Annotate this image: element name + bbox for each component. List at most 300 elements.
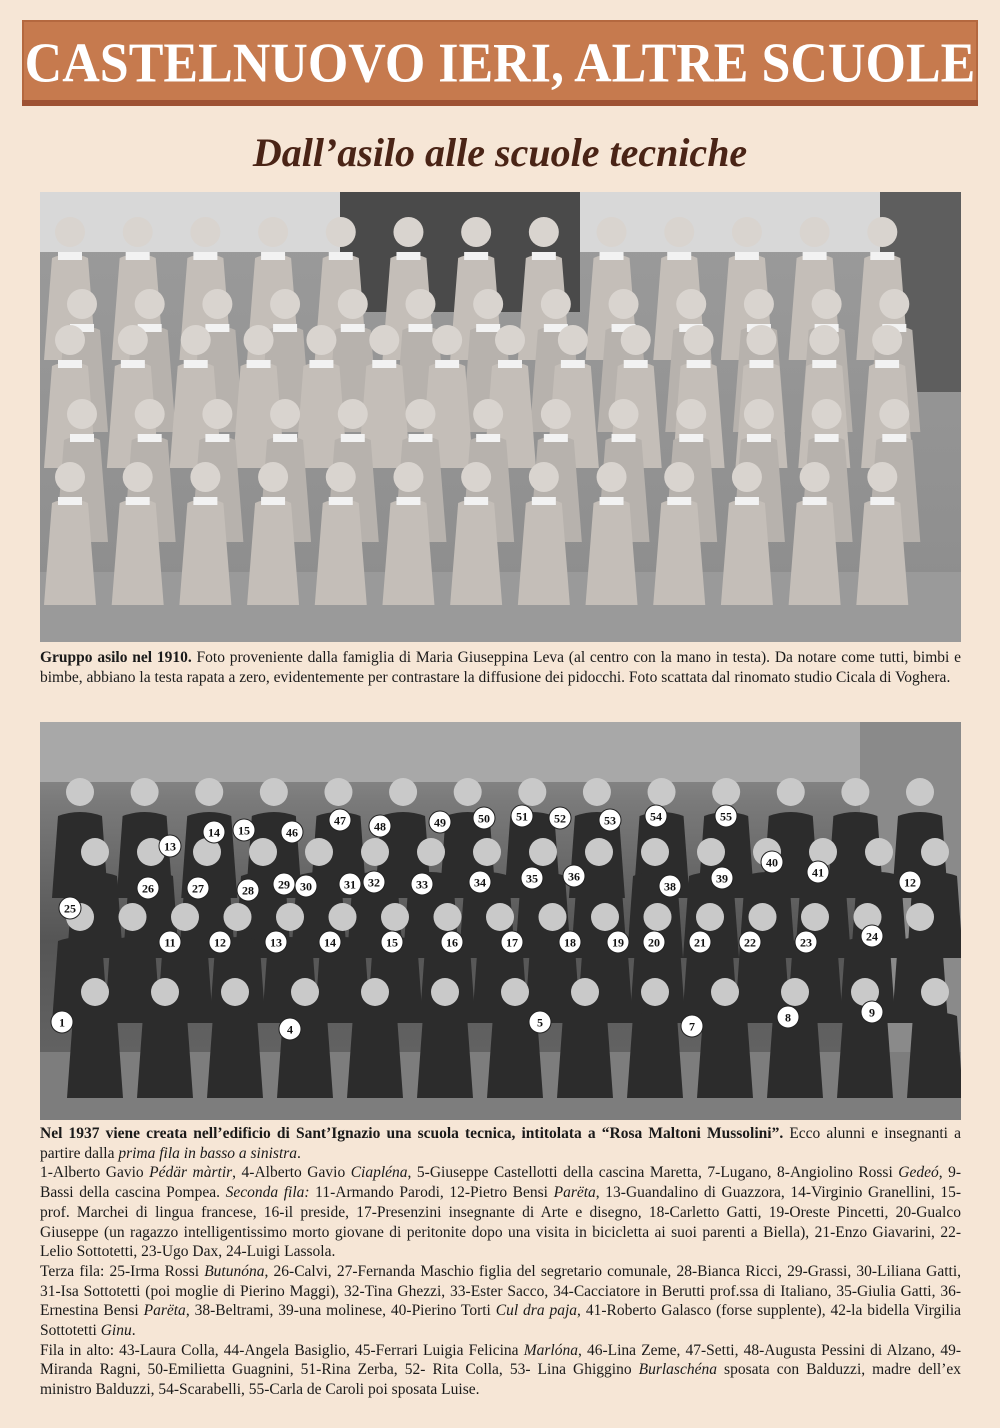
child-head: [202, 289, 232, 319]
caption-prima-seconda-fila: [40, 1163, 961, 1262]
child-head: [461, 462, 491, 492]
person-head: [381, 903, 409, 931]
child-head: [55, 462, 85, 492]
person-head: [518, 778, 546, 806]
person-head: [361, 838, 389, 866]
marker-number: 55: [720, 809, 732, 824]
marker-number: 34: [474, 875, 486, 890]
child-head: [461, 217, 491, 247]
person-number-marker: [469, 871, 491, 893]
photo-asilo-caption: [40, 648, 961, 688]
row2-segment: , 26-Calvi, 27-Fernanda Maschio figlia del segretario comunale, 28-Bianca Ricci, 29-Grassi, 30-Liliana Gatti, 31-Isa Sottotetti (poi moglie di Pierino Maggi), 32-Tina Ghezzi, 33-Ester Sacco, 34-Cacciatore in Berutti prof.ssa di Italiano, 35-Giulia Gatti, 36-Ernestina Bensi: [40, 1262, 961, 1320]
child-silhouette: [450, 499, 502, 605]
person-number-marker: [187, 877, 209, 899]
row1-segment: 11-Armando Parodi, 12-Pietro Bensi: [309, 1184, 554, 1202]
child-silhouette: [179, 499, 231, 605]
marker-number: 31: [344, 877, 356, 892]
marker-number: 1: [59, 1015, 65, 1030]
row2-segment: Ginu: [100, 1322, 132, 1340]
marker-number: 22: [744, 935, 756, 950]
person-number-marker: [795, 931, 817, 953]
row2-segment: Cul dra paja: [495, 1302, 578, 1320]
marker-number: 49: [434, 815, 446, 830]
child-collar: [735, 497, 759, 505]
child-head: [55, 325, 85, 355]
marker-number: 48: [374, 819, 386, 834]
caption-fila-in-alto: [40, 1341, 961, 1400]
photo-scuola-tecnica-image: [40, 722, 961, 1120]
child-head: [609, 289, 639, 319]
child-head: [541, 399, 571, 429]
person-number-marker: [711, 867, 733, 889]
child-collar: [498, 360, 522, 368]
caption-asilo-text: Foto proveniente dalla famiglia di Maria Giuseppina Leva (al centro con la mano in testa). Da notare come tutti, bimbi e bimbe, abbiano la testa rapata a zero, evidentemente per contrastare la diffusione dei pidocchi. Foto scattata dal rinomato studio Cicala di Voghera.: [40, 649, 962, 686]
child-head: [473, 399, 503, 429]
child-collar: [58, 252, 82, 260]
person-head: [539, 903, 567, 931]
child-head: [202, 399, 232, 429]
marker-number: 52: [554, 811, 566, 826]
person-head: [921, 838, 949, 866]
person-silhouette: [557, 1012, 613, 1098]
person-number-marker: [599, 809, 621, 831]
person-number-marker: [501, 931, 523, 953]
child-collar: [870, 252, 894, 260]
child-collar: [812, 360, 836, 368]
person-head: [697, 838, 725, 866]
marker-number: 4: [287, 1022, 293, 1037]
person-number-marker: [411, 873, 433, 895]
person-head: [81, 978, 109, 1006]
person-silhouette: [137, 1012, 193, 1098]
person-head: [583, 778, 611, 806]
person-head: [865, 838, 893, 866]
person-head: [221, 978, 249, 1006]
person-head: [696, 903, 724, 931]
marker-number: 47: [334, 813, 346, 828]
child-collar: [476, 324, 500, 332]
child-head: [867, 217, 897, 247]
person-number-marker: [521, 867, 543, 889]
child-collar: [870, 497, 894, 505]
row1-segment: Parëta: [553, 1184, 596, 1202]
child-head: [306, 325, 336, 355]
child-head: [123, 462, 153, 492]
person-number-marker: [265, 931, 287, 953]
child-head: [744, 399, 774, 429]
row2-segment: , 41-Roberto Galasco (forse supplente), 42-la bidella Virgilia Sottotetti: [40, 1302, 962, 1340]
person-number-marker: [209, 931, 231, 953]
row2-segment: Butunóna: [204, 1262, 265, 1280]
person-head: [585, 838, 613, 866]
child-head: [684, 325, 714, 355]
row1-segment: , 9-Bassi della cascina Pompea.: [40, 1164, 962, 1202]
person-number-marker: [203, 821, 225, 843]
person-head: [906, 778, 934, 806]
marker-number: 39: [716, 871, 728, 886]
child-collar: [126, 497, 150, 505]
row2-segment: Parëta: [143, 1302, 186, 1320]
caption-scuola-intro-bold: Nel 1937 viene creata nell’edificio di Sant’Ignazio una scuola tecnica, intitolata a “Rosa Maltoni Mussolini”.: [40, 1125, 784, 1142]
child-collar: [261, 252, 285, 260]
marker-number: 26: [142, 881, 154, 896]
person-silhouette: [627, 1012, 683, 1098]
person-head: [749, 903, 777, 931]
person-head: [329, 903, 357, 931]
child-silhouette: [44, 499, 96, 605]
photo-asilo-1910: [40, 192, 961, 642]
marker-number: 12: [904, 875, 916, 890]
child-head: [190, 217, 220, 247]
child-head: [432, 325, 462, 355]
person-number-marker: [339, 873, 361, 895]
person-head: [361, 978, 389, 1006]
person-number-marker: [137, 877, 159, 899]
child-collar: [58, 497, 82, 505]
caption-asilo-bold: Gruppo asilo nel 1910.: [40, 649, 192, 666]
child-head: [67, 399, 97, 429]
person-silhouette: [417, 1012, 473, 1098]
child-collar: [193, 497, 217, 505]
marker-number: 50: [478, 811, 490, 826]
child-collar: [273, 434, 297, 442]
caption-scuola-intro-italic: prima fila in basso a sinistra: [118, 1144, 298, 1162]
person-head: [291, 978, 319, 1006]
person-head: [777, 778, 805, 806]
marker-number: 20: [648, 935, 660, 950]
person-number-marker: [689, 931, 711, 953]
row1-segment: 1-Alberto Gavio: [40, 1164, 150, 1182]
child-head: [55, 217, 85, 247]
person-head: [260, 778, 288, 806]
child-head: [597, 217, 627, 247]
child-head: [326, 217, 356, 247]
marker-number: 12: [214, 935, 226, 950]
child-head: [558, 325, 588, 355]
row3-segment: Fila in alto: 43-Laura Colla, 44-Angela Basiglio, 45-Ferrari Luigia Felicina: [40, 1341, 524, 1359]
child-collar: [803, 497, 827, 505]
person-number-marker: [549, 807, 571, 829]
marker-number: 19: [612, 935, 624, 950]
row1-segment: Gedeó: [898, 1164, 939, 1182]
child-silhouette: [112, 499, 164, 605]
child-head: [181, 325, 211, 355]
child-collar: [735, 252, 759, 260]
person-number-marker: [645, 805, 667, 827]
child-collar: [679, 434, 703, 442]
child-collar: [329, 497, 353, 505]
marker-number: 27: [192, 881, 204, 896]
person-head: [644, 903, 672, 931]
person-number-marker: [159, 835, 181, 857]
person-head: [906, 903, 934, 931]
row1-segment: , 5-Giuseppe Castellotti della cascina Maretta, 7-Lugano, 8-Angiolino Rossi: [407, 1164, 899, 1182]
child-head: [405, 289, 435, 319]
child-head: [326, 462, 356, 492]
row3-segment: Marlóna: [523, 1341, 578, 1359]
child-collar: [309, 360, 333, 368]
child-collar: [341, 324, 365, 332]
child-collar: [476, 434, 500, 442]
person-number-marker: [369, 815, 391, 837]
person-head: [591, 903, 619, 931]
person-number-marker: [59, 897, 81, 919]
child-head: [664, 217, 694, 247]
child-collar: [261, 497, 285, 505]
child-collar: [372, 360, 396, 368]
person-head: [712, 778, 740, 806]
marker-number: 15: [238, 823, 250, 838]
person-head: [454, 778, 482, 806]
marker-number: 36: [568, 869, 580, 884]
child-head: [135, 399, 165, 429]
child-collar: [544, 434, 568, 442]
child-collar: [408, 324, 432, 332]
person-silhouette: [907, 1012, 961, 1098]
child-head: [393, 217, 423, 247]
caption-scuola-intro-end: .: [297, 1144, 301, 1162]
child-collar: [747, 434, 771, 442]
child-collar: [205, 324, 229, 332]
marker-number: 13: [164, 839, 176, 854]
person-number-marker: [861, 925, 883, 947]
child-silhouette: [247, 499, 299, 605]
child-head: [270, 289, 300, 319]
child-head: [495, 325, 525, 355]
person-number-marker: [761, 851, 783, 873]
person-head: [81, 838, 109, 866]
person-head: [434, 903, 462, 931]
child-collar: [184, 360, 208, 368]
person-number-marker: [681, 1015, 703, 1037]
child-head: [879, 289, 909, 319]
person-number-marker: [659, 875, 681, 897]
row3-segment: sposata con Balduzzi, madre dell’ex ministro Balduzzi, 54-Scarabelli, 55-Carla de Caroli poi sposata Luise.: [40, 1361, 961, 1399]
marker-number: 23: [800, 935, 812, 950]
child-silhouette: [586, 499, 638, 605]
child-collar: [464, 497, 488, 505]
photo-scuola-tecnica-1937: [40, 722, 961, 1120]
child-collar: [341, 434, 365, 442]
marker-number: 13: [270, 935, 282, 950]
child-collar: [815, 434, 839, 442]
person-number-marker: [607, 931, 629, 953]
child-collar: [138, 434, 162, 442]
child-head: [338, 289, 368, 319]
person-number-marker: [279, 1018, 301, 1040]
person-number-marker: [473, 807, 495, 829]
child-collar: [600, 497, 624, 505]
child-collar: [396, 497, 420, 505]
row2-segment: , 38-Beltrami, 39-una molinese, 40-Pierino Torti: [185, 1302, 496, 1320]
row1-segment: Pédär màrtir: [149, 1164, 233, 1182]
marker-number: 14: [324, 935, 336, 950]
row1-segment: Seconda fila:: [225, 1184, 310, 1202]
child-collar: [624, 360, 648, 368]
marker-number: 30: [300, 879, 312, 894]
child-collar: [532, 252, 556, 260]
child-head: [135, 289, 165, 319]
person-number-marker: [51, 1011, 73, 1033]
child-head: [405, 399, 435, 429]
person-head: [641, 978, 669, 1006]
child-head: [473, 289, 503, 319]
child-collar: [247, 360, 271, 368]
caption-scuola-intro-text: Ecco alunni e insegnanti a partire dalla: [40, 1125, 961, 1162]
child-head: [123, 217, 153, 247]
person-head: [417, 838, 445, 866]
caption-terza-fila: [40, 1262, 961, 1341]
child-collar: [70, 434, 94, 442]
person-head: [151, 978, 179, 1006]
marker-number: 16: [446, 935, 458, 950]
marker-number: 15: [386, 935, 398, 950]
person-number-marker: [643, 931, 665, 953]
child-head: [809, 325, 839, 355]
person-head: [801, 903, 829, 931]
child-head: [541, 289, 571, 319]
row3-segment: Burlaschéna: [638, 1361, 717, 1379]
person-head: [224, 903, 252, 931]
child-collar: [667, 497, 691, 505]
person-head: [195, 778, 223, 806]
person-number-marker: [511, 805, 533, 827]
marker-number: 28: [242, 883, 254, 898]
person-head: [305, 838, 333, 866]
person-number-marker: [529, 1011, 551, 1033]
marker-number: 33: [416, 877, 428, 892]
child-collar: [126, 252, 150, 260]
person-number-marker: [563, 865, 585, 887]
marker-number: 38: [664, 879, 676, 894]
child-collar: [532, 497, 556, 505]
child-head: [393, 462, 423, 492]
person-head: [473, 838, 501, 866]
child-silhouette: [789, 499, 841, 605]
marker-number: 46: [286, 825, 298, 840]
child-collar: [749, 360, 773, 368]
row2-segment: Terza fila: 25-Irma Rossi: [40, 1262, 205, 1280]
person-head: [571, 978, 599, 1006]
marker-number: 9: [869, 1005, 875, 1020]
marker-number: 32: [368, 875, 380, 890]
marker-number: 14: [208, 825, 220, 840]
marker-number: 11: [164, 935, 176, 950]
child-head: [190, 462, 220, 492]
person-silhouette: [697, 1012, 753, 1098]
person-number-marker: [159, 931, 181, 953]
child-collar: [561, 360, 585, 368]
person-head: [641, 838, 669, 866]
photo-scuola-caption: [40, 1124, 961, 1400]
person-head: [841, 778, 869, 806]
person-silhouette: [67, 1012, 123, 1098]
person-head: [389, 778, 417, 806]
row1-segment: Ciapléna: [350, 1164, 408, 1182]
child-collar: [612, 434, 636, 442]
person-number-marker: [777, 1006, 799, 1028]
child-silhouette: [721, 499, 773, 605]
child-collar: [121, 360, 145, 368]
person-silhouette: [837, 1012, 893, 1098]
child-silhouette: [382, 499, 434, 605]
child-collar: [396, 252, 420, 260]
person-number-marker: [807, 861, 829, 883]
child-silhouette: [653, 499, 705, 605]
marker-number: 5: [537, 1015, 543, 1030]
marker-number: 54: [650, 809, 662, 824]
child-head: [244, 325, 274, 355]
person-number-marker: [237, 879, 259, 901]
child-collar: [273, 324, 297, 332]
marker-number: 8: [785, 1010, 791, 1025]
marker-number: 53: [604, 813, 616, 828]
child-collar: [803, 252, 827, 260]
marker-number: 25: [64, 901, 76, 916]
page-subtitle: Dall’asilo alle scuole tecniche: [252, 130, 748, 175]
person-silhouette: [347, 1012, 403, 1098]
person-head: [119, 903, 147, 931]
child-collar: [58, 360, 82, 368]
child-head: [67, 289, 97, 319]
person-head: [501, 978, 529, 1006]
child-head: [800, 217, 830, 247]
person-head: [529, 838, 557, 866]
person-number-marker: [273, 873, 295, 895]
person-number-marker: [715, 805, 737, 827]
row1-segment: , 13-Guandalino di Guazzora, 14-Virginio Granellini, 15-prof. Marchei di lingua francese, 16-il preside, 17-Presenzini insegnante di Arte e disegno, 18-Carletto Gatti, 19-Oreste Pincetti, 20-Gualco Giuseppe (un ragazzo intelligentissimo morto giovane di peritonite dopo una visita in bicicletta ai suoi parenti a Biella), 21-Enzo Giavarini, 22-Lelio Sottotetti, 23-Ugo Dax, 24-Luigi Lassola.: [40, 1184, 961, 1261]
child-silhouette: [315, 499, 367, 605]
child-head: [732, 462, 762, 492]
child-head: [529, 217, 559, 247]
child-head: [338, 399, 368, 429]
photo-asilo-1910-image: [40, 192, 961, 642]
marker-number: 41: [812, 865, 824, 880]
person-number-marker: [559, 931, 581, 953]
person-number-marker: [429, 811, 451, 833]
child-head: [746, 325, 776, 355]
child-head: [867, 462, 897, 492]
person-number-marker: [319, 931, 341, 953]
child-head: [800, 462, 830, 492]
child-head: [676, 399, 706, 429]
person-head: [66, 778, 94, 806]
child-head: [879, 399, 909, 429]
child-collar: [875, 360, 899, 368]
child-collar: [329, 252, 353, 260]
person-number-marker: [899, 871, 921, 893]
child-head: [597, 462, 627, 492]
marker-number: 35: [526, 871, 538, 886]
child-collar: [435, 360, 459, 368]
child-head: [676, 289, 706, 319]
child-head: [812, 289, 842, 319]
child-silhouette: [518, 499, 570, 605]
person-number-marker: [295, 875, 317, 897]
child-head: [258, 217, 288, 247]
row1-segment: , 4-Alberto Gavio: [232, 1164, 351, 1182]
person-number-marker: [233, 819, 255, 841]
marker-number: 40: [766, 855, 778, 870]
person-head: [324, 778, 352, 806]
person-number-marker: [281, 821, 303, 843]
marker-number: 29: [278, 877, 290, 892]
row3-segment: , 46-Lina Zeme, 47-Setti, 48-Augusta Pessini di Alzano, 49-Miranda Ragni, 50-Emilietta Guagnini, 51-Rina Zerba, 52- Rita Colla, 53- Lina Ghiggino: [40, 1341, 961, 1379]
person-number-marker: [381, 931, 403, 953]
person-head: [276, 903, 304, 931]
child-collar: [464, 252, 488, 260]
person-number-marker: [861, 1001, 883, 1023]
